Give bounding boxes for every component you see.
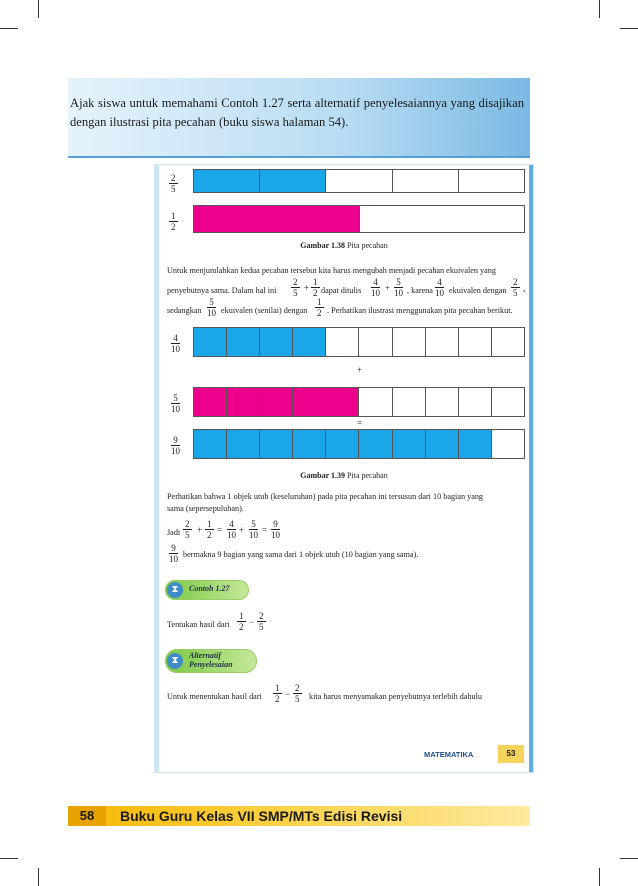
strip-cell [393,170,459,192]
crop-mark [620,858,638,859]
crop-mark [38,0,39,18]
task-text: Tentukan hasil dari [167,620,230,629]
fraction: $\frac{1}{2}$ [239,611,244,632]
strip-cell [459,170,524,192]
book-page-number: 53 [498,745,524,763]
fraction: $\frac{5}{10}$ [249,519,258,540]
crop-mark [0,858,18,859]
guide-page-number: 58 [68,806,106,826]
hourglass-icon: ⧗ [167,582,183,598]
fraction-strip-2-5 [193,169,525,193]
student-book-page: $\frac{2}{5}$ $\frac{1}{2}$ Gambar 1.38 Pita pecahan Untuk menjumlahkan kedua pecahan tersebut kita harus mengubah menjadi pecahan ekuivalen yang penyebutnya sama. Dalam hal ini $\frac{2}{5}$ + $\frac{1}{2}$ dapat ditulis $\frac{4}{10}$ + $\frac{5}{10}$ , karena $\frac{4}{10}$ ekuivalen dengan $\frac{2}{5}$ , sedangkan $\frac{5}{10}$ ekuivalen (senilai) dengan $\frac{1}{2}$ . Perhatikan ilustrasi menggunakan pita pecahan berikut. $\frac{4}{10}$ + $\frac{5}{10}$ = $\frac{9}{10}$ Gambar 1.39 Pita pecahan Perhatikan bahwa 1 objek utuh (keseluruhan) pada pita pecahan ini tersusun dari 10 bagian yang sama (sepersepuluhan). Jadi $\frac{2}{5}$ + $\frac{1}{2}$ = $\frac{4}{10}$ + $\frac{5}{10}$ = $\frac{9}{10}$ $\frac{9}{10}$ bermakna 9 bagian yang sama dari 1 objek utuh (10 bagian yang sama). ⧗ Contoh 1.27 Tentukan hasil dari $\frac{1}{2}$ − $\frac{2}{5}$ ⧗ Alternatif Penyelesaian Untuk menentukan hasil dari $\frac{1}{2}$ − $\frac{2}{5}$ kita harus menyamakan penyebutnya terlebih dahulu [155,165,533,772]
fraction: $\frac{2}{5}$ [259,611,264,632]
fraction-label: $\frac{2}{5}$ [171,173,176,194]
example-badge: ⧗ Contoh 1.27 [165,580,249,600]
fraction: $\frac{2}{5}$ [295,683,300,704]
crop-mark [620,28,638,29]
teacher-note-banner [68,78,530,158]
fraction: $\frac{1}{2}$ [275,683,280,704]
solution-badge: ⧗ Alternatif Penyelesaian [165,649,257,673]
fraction: $\frac{1}{2}$ [313,277,318,298]
figure-caption: Gambar 1.38 Pita pecahan [300,241,388,250]
paragraph-line: Perhatikan bahwa 1 objek utuh (keseluruhan) pada pita pecahan ini tersusun dari 10 bagian yang [167,492,484,501]
strip-cell [194,170,260,192]
fraction: $\frac{2}{5}$ [513,277,518,298]
crop-mark [599,0,600,18]
crop-mark [599,868,600,886]
teacher-note-text: Ajak siswa untuk memahami Contoh 1.27 serta alternatif penyelesaiannya yang disajikan dengan ilustrasi pita pecahan (buku siswa halaman 54). [70,96,524,129]
fraction: $\frac{5}{10}$ [207,297,216,318]
fraction-strip-1-2 [193,205,525,233]
fraction-label: $\frac{4}{10}$ [171,333,180,354]
fraction-strip-4-10 [193,327,525,357]
fraction-strip-5-10 [193,387,525,417]
fraction: $\frac{2}{5}$ [185,519,190,540]
hourglass-icon: ⧗ [167,653,183,669]
strip-cell [326,170,392,192]
fraction: $\frac{4}{10}$ [435,277,444,298]
fraction: $\frac{4}{10}$ [227,519,236,540]
strip-cell [260,170,326,192]
paragraph-line: Untuk menjumlahkan kedua pecahan tersebut kita harus mengubah menjadi pecahan ekuivalen yang [167,266,496,275]
crop-mark [38,868,39,886]
paragraph-line: sama (sepersepuluhan). [167,504,244,513]
fraction: $\frac{4}{10}$ [371,277,380,298]
strip-cell [194,206,360,232]
fraction: $\frac{1}{2}$ [317,297,322,318]
guide-title: Buku Guru Kelas VII SMP/MTs Edisi Revisi [120,808,403,824]
fraction-label: $\frac{5}{10}$ [171,393,180,414]
subject-label: MATEMATIKA [424,750,474,759]
solution-text: Untuk menentukan hasil dari [167,692,262,701]
fraction-label: $\frac{9}{10}$ [171,435,180,456]
fraction: $\frac{2}{5}$ [293,277,298,298]
fraction: $\frac{9}{10}$ [271,519,280,540]
fraction-strip-9-10 [193,429,525,459]
fraction: $\frac{1}{2}$ [207,519,212,540]
plus-sign: + [357,365,363,375]
strip-cell [360,206,525,232]
equals-sign: = [357,418,363,428]
crop-mark [0,28,18,29]
figure-caption: Gambar 1.39 Pita pecahan [300,471,388,480]
fraction-label: $\frac{1}{2}$ [171,211,176,232]
fraction: $\frac{5}{10}$ [394,277,403,298]
fraction: $\frac{9}{10}$ [169,543,178,564]
paragraph-line: penyebutnya sama. Dalam hal ini [167,286,277,295]
